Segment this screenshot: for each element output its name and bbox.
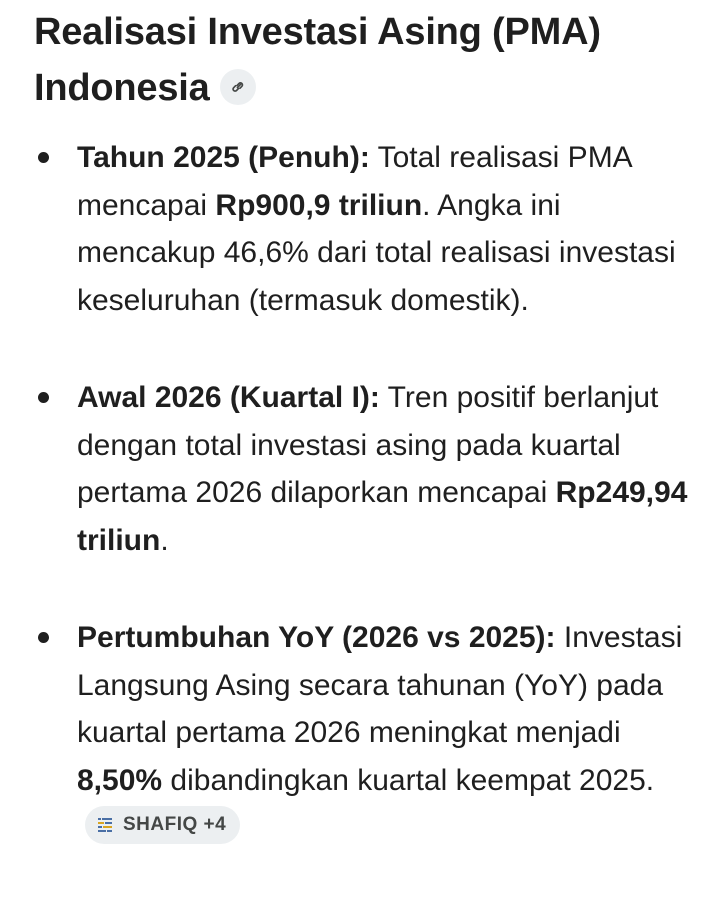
link-icon[interactable] [220, 69, 256, 105]
bullet-value: Rp249,94 triliun [77, 476, 688, 557]
section-heading [34, 4, 694, 116]
bullet-value: Rp900,9 triliun [215, 188, 423, 222]
bullet-item-2026-q1 [0, 374, 720, 564]
bullet-dot [38, 152, 49, 163]
bullet-label: Awal 2026 (Kuartal I): [77, 381, 380, 414]
bullet-body: Total realisasi PMA mencapai [77, 141, 632, 222]
link-icon-glyph [228, 77, 248, 97]
bullet-body-end: . Angka ini mencakup 46,6% dari total realisasi investasi keseluruhan (termasuk domestik). [77, 188, 676, 317]
heading-line-2 [34, 60, 694, 116]
bullet-label: Tahun 2025 (Penuh): [77, 141, 370, 174]
bullet-item-2025 [0, 134, 720, 324]
bullet-body-end: . [160, 523, 169, 557]
bullet-list [0, 134, 720, 902]
heading-line-2-text: Indonesia [34, 67, 210, 109]
bullet-dot [38, 392, 49, 403]
bullet-body: Investasi Langsung Asing secara tahunan (YoY) pada kuartal pertama 2026 meningkat menjadi [77, 621, 683, 749]
heading-line-1: Realisasi Investasi Asing (PMA) [34, 11, 601, 53]
bullet-body-end: dibandingkan kuartal keempat 2025. [162, 763, 655, 797]
bullet-item-yoy [0, 614, 720, 852]
source-chip[interactable] [85, 806, 240, 844]
source-chip-label: SHAFIQ +4 [123, 814, 227, 836]
bullet-text [77, 381, 687, 557]
source-favicon-icon [95, 815, 115, 835]
bullet-label: Pertumbuhan YoY (2026 vs 2025): [77, 621, 556, 654]
bullet-body: Tren positif berlanjut dengan total investasi asing pada kuartal pertama 2026 dilaporkan mencapai [77, 381, 659, 509]
bullet-text [77, 621, 682, 844]
bullet-value: 8,50% [77, 763, 163, 797]
bullet-text [77, 141, 676, 317]
bullet-dot [38, 632, 49, 643]
